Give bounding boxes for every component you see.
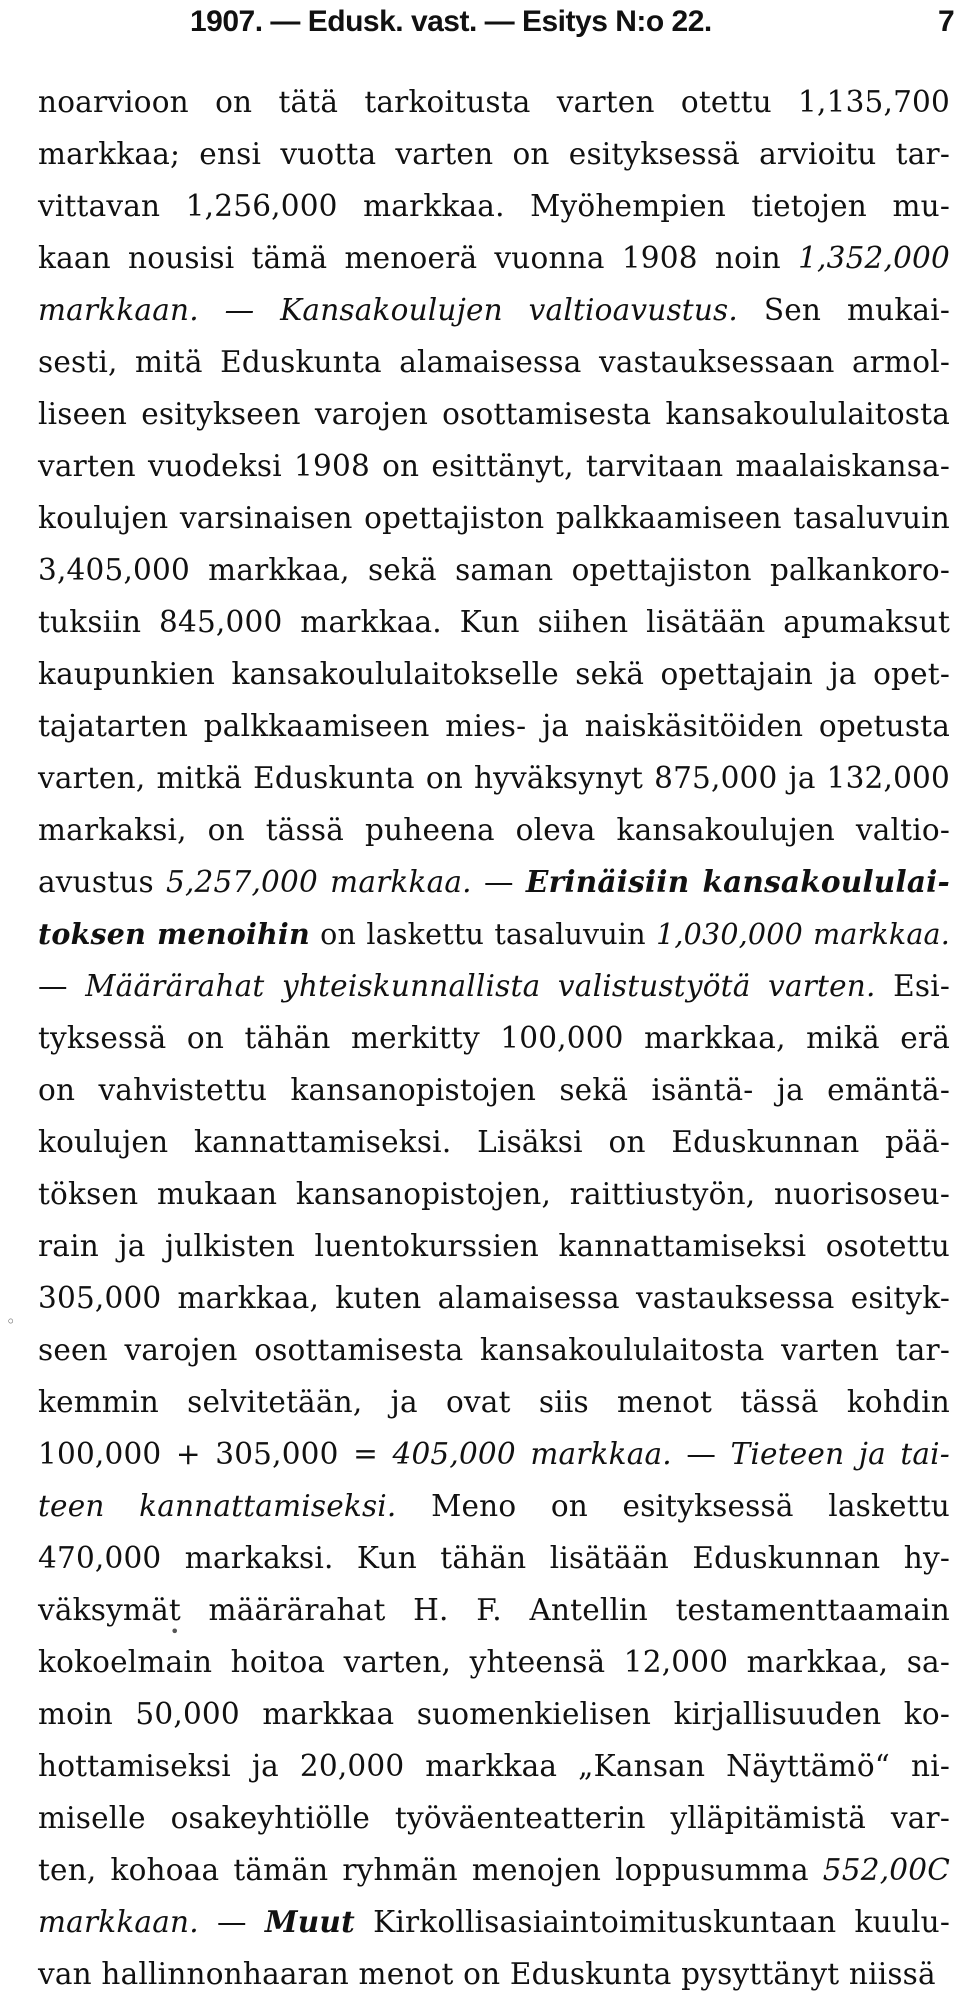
text-segment: Tieteen ja tai- (730, 1437, 950, 1471)
text-segment: koulujen varsinaisen opettajiston palkkaamiseen tasaluvuin (38, 501, 950, 535)
text-line (38, 180, 950, 232)
text-segment: 552,00C (822, 1853, 950, 1887)
text-line (38, 648, 950, 700)
text-line (38, 1636, 950, 1688)
text-line (38, 1116, 950, 1168)
text-line (38, 284, 950, 336)
text-line (38, 804, 950, 856)
text-line (38, 1792, 950, 1844)
text-line (38, 1324, 950, 1376)
text-segment: sesti, mitä Eduskunta alamaisessa vastauksessaan armol- (38, 345, 950, 379)
header-title: 1907. — Edusk. vast. — Esitys N:o 22. (190, 5, 712, 38)
text-segment: kemmin selvitetään, ja ovat siis menot tässä kohdin (38, 1385, 950, 1419)
text-segment: kaan nousisi tämä menoerä vuonna 1908 noin (38, 241, 799, 275)
text-segment: kokoelmain hoitoa varten, yhteensä 12,000 markkaa, sa- (38, 1645, 950, 1679)
text-segment: koulujen kannattamiseksi. Lisäksi on Eduskunnan pää- (38, 1125, 950, 1159)
text-line (38, 1844, 950, 1896)
text-segment: vittavan 1,256,000 markkaa. Myöhempien tietojen mu- (38, 189, 950, 223)
text-line (38, 1688, 950, 1740)
text-segment: ten, kohoaa tämän ryhmän menojen loppusumma (38, 1853, 823, 1887)
text-line (38, 1272, 950, 1324)
text-segment: tajatarten palkkaamiseen mies- ja naiskäsitöiden opetusta (38, 709, 950, 743)
text-segment: hottamiseksi ja 20,000 markkaa „Kansan Näyttämö“ ni- (38, 1749, 950, 1783)
text-line (38, 76, 950, 128)
text-segment: markkaan. (38, 1905, 199, 1939)
text-line (38, 544, 950, 596)
text-segment: Määrärahat yhteiskunnallista valistustyötä varten. (85, 969, 876, 1003)
text-segment: noarvioon on tätä tarkoitusta varten otettu 1,135,700 (38, 85, 950, 119)
text-segment: 405,000 markkaa. (392, 1437, 672, 1471)
text-segment: — (471, 865, 526, 899)
text-segment: markkaa; ensi vuotta varten on esityksessä arvioitu tar- (38, 137, 950, 171)
text-segment: — (671, 1437, 731, 1471)
text-segment: tuksiin 845,000 markkaa. Kun siihen lisätään apumaksut (38, 605, 950, 639)
text-segment: moin 50,000 markkaa suomenkielisen kirjallisuuden ko- (38, 1697, 950, 1731)
body-text (38, 76, 950, 2000)
text-segment: 3,405,000 markkaa, sekä saman opettajiston palkankoro- (38, 553, 950, 587)
text-line (38, 492, 950, 544)
text-line (38, 752, 950, 804)
text-segment: markaksi, on tässä puheena oleva kansakoulujen valtio- (38, 813, 950, 847)
text-line (38, 1012, 950, 1064)
text-segment: liseen esitykseen varojen osottamisesta kansakoululaitosta (38, 397, 950, 431)
text-segment: kaupunkien kansakoululaitokselle sekä opettajain ja opet- (38, 657, 950, 691)
text-segment: Meno on esityksessä laskettu (396, 1489, 951, 1523)
text-segment: rain ja julkisten luentokurssien kannattamiseksi osotettu (38, 1229, 950, 1263)
text-line (38, 128, 950, 180)
text-line (38, 700, 950, 752)
text-line (38, 1220, 950, 1272)
text-line (38, 960, 950, 1012)
text-segment: 470,000 markaksi. Kun tähän lisätään Eduskunnan hy- (38, 1541, 950, 1575)
text-line (38, 232, 950, 284)
text-segment: — (38, 969, 86, 1003)
text-segment: on laskettu tasaluvuin (309, 918, 657, 951)
text-segment: 1,352,000 (798, 241, 950, 275)
text-segment: 1,030,000 markkaa. (656, 918, 951, 951)
text-segment: Kirkollisasiaintoimituskuntaan kuulu- (354, 1905, 951, 1939)
text-segment: varten vuodeksi 1908 on esittänyt, tarvitaan maalaiskansa- (38, 449, 950, 483)
text-line (38, 1428, 950, 1480)
text-line (38, 596, 950, 648)
text-line (38, 908, 950, 960)
text-segment: miselle osakeyhtiölle työväenteatterin ylläpitämistä var- (38, 1801, 950, 1835)
text-segment: markkaan. — Kansakoulujen valtioavustus. (38, 293, 738, 327)
text-segment: — (198, 1905, 265, 1939)
text-segment: Muut (264, 1904, 355, 1939)
text-segment: toksen menoihin (38, 917, 310, 951)
text-segment: avustus (38, 865, 167, 899)
text-segment: on vahvistettu kansanopistojen sekä isäntä- ja emäntä- (38, 1073, 950, 1107)
text-segment: väksymät määrärahat H. F. Antellin testamenttaamain (38, 1593, 950, 1627)
text-segment: 100,000 + 305,000 = (38, 1437, 393, 1471)
text-segment: teen kannattamiseksi. (38, 1489, 397, 1523)
text-line (38, 1896, 950, 1948)
text-line (38, 336, 950, 388)
text-line (38, 1480, 950, 1532)
text-segment: 305,000 markkaa, kuten alamaisessa vastauksessa esityk- (38, 1281, 950, 1315)
running-header (0, 0, 960, 44)
text-segment: Erinäisiin kansakoululai- (525, 864, 950, 899)
text-line (38, 1168, 950, 1220)
text-line (38, 1064, 950, 1116)
text-segment: Sen mukai- (737, 293, 950, 327)
text-segment: Esi- (875, 969, 950, 1003)
text-segment: seen varojen osottamisesta kansakoululaitosta varten tar- (38, 1333, 950, 1367)
text-line (38, 388, 950, 440)
text-segment: tyksessä on tähän merkitty 100,000 markkaa, mikä erä (38, 1021, 950, 1055)
text-line (38, 856, 950, 908)
text-line (38, 440, 950, 492)
text-segment: varten, mitkä Eduskunta on hyväksynyt 875,000 ja 132,000 (38, 761, 950, 795)
text-segment: van hallinnonhaaran menot on Eduskunta pysyttänyt niissä (38, 1957, 936, 1991)
stray-mark: • (170, 1622, 180, 1641)
text-segment: töksen mukaan kansanopistojen, raittiustyön, nuorisoseu- (38, 1177, 950, 1211)
text-line (38, 1948, 950, 2000)
margin-dot: ◦ (6, 1312, 16, 1331)
text-segment: 5,257,000 markkaa. (166, 865, 472, 899)
text-line (38, 1532, 950, 1584)
text-line (38, 1740, 950, 1792)
page-number: 7 (938, 5, 955, 38)
text-line (38, 1376, 950, 1428)
